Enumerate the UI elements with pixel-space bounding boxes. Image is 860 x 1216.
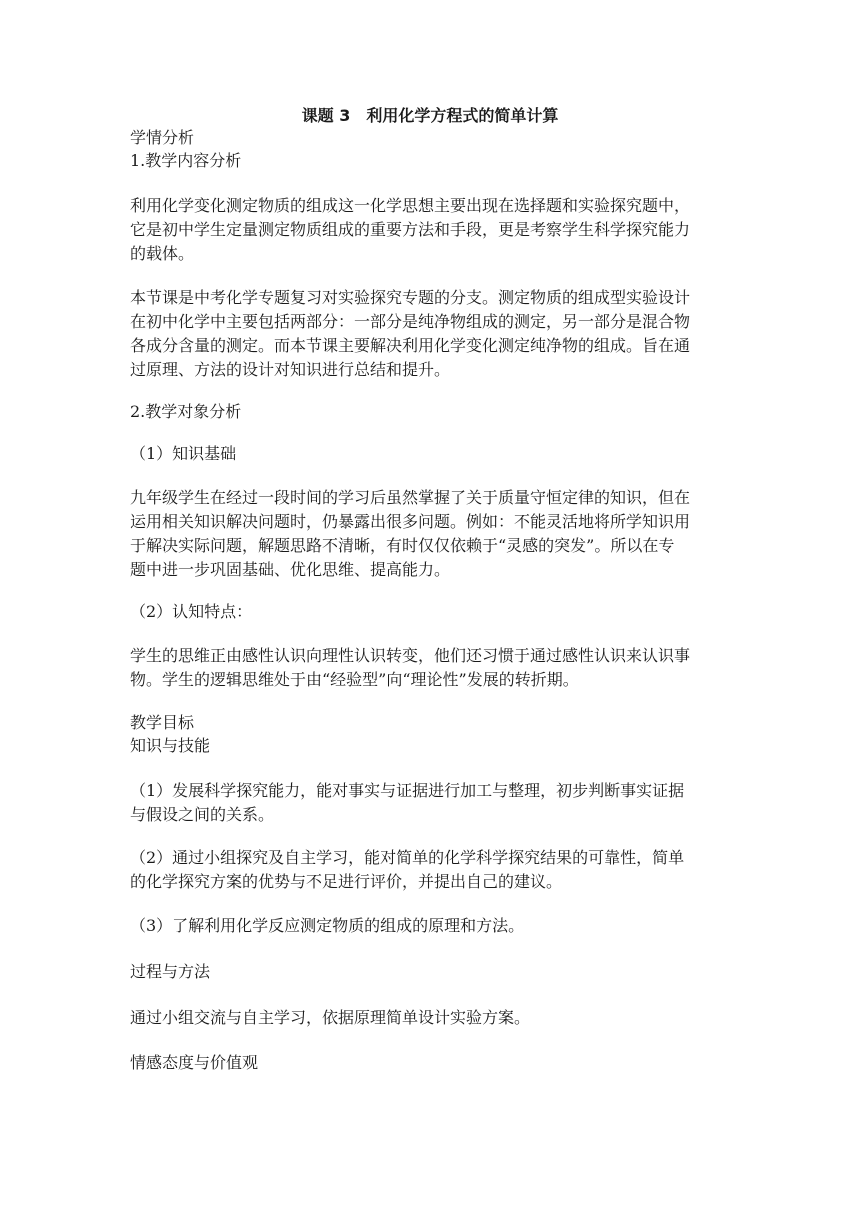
paragraph-line: 于解决实际问题，解题思路不清晰，有时仅仅依赖于“灵感的突发”。所以在专 — [130, 536, 675, 555]
paragraph-line: （1）发展科学探究能力，能对事实与证据进行加工与整理，初步判断事实证据 — [130, 781, 685, 800]
paragraph-line: 各成分含量的测定。而本节课主要解决利用化学变化测定纯净物的组成。旨在通 — [130, 336, 691, 355]
paragraph-line: 运用相关知识解决问题时，仍暴露出很多问题。例如：不能灵活地将所学知识用 — [130, 512, 691, 531]
paragraph-line: 利用化学变化测定物质的组成这一化学思想主要出现在选择题和实验探究题中， — [130, 196, 691, 215]
subheading-knowledge-skills: 知识与技能 — [130, 736, 211, 755]
section-heading-learning-analysis: 学情分析 — [130, 128, 195, 147]
paragraph-line: 题中进一步巩固基础、优化思维、提高能力。 — [130, 560, 451, 579]
goal-item-3: （3）了解利用化学反应测定物质的组成的原理和方法。 — [130, 916, 525, 935]
paragraph-line: 与假设之间的关系。 — [130, 805, 275, 824]
process-method-text: 通过小组交流与自主学习，依据原理简单设计实验方案。 — [130, 1008, 531, 1027]
subheading-emotion-values: 情感态度与价值观 — [130, 1053, 259, 1072]
item-cognitive-features: （2）认知特点： — [130, 602, 253, 621]
paragraph-line: 物。学生的逻辑思维处于由“经验型”向“理论性”发展的转折期。 — [130, 670, 579, 689]
paragraph-line: 在初中化学中主要包括两部分：一部分是纯净物组成的测定，另一部分是混合物 — [130, 312, 691, 331]
goal-item-1 — [130, 779, 730, 827]
paragraph-line: （2）通过小组探究及自主学习，能对简单的化学科学探究结果的可靠性，简单 — [130, 848, 685, 867]
item-knowledge-base: （1）知识基础 — [130, 444, 237, 463]
paragraph-line: 本节课是中考化学专题复习对实验探究专题的分支。测定物质的组成型实验设计 — [130, 288, 691, 307]
paragraph-lesson-overview — [130, 286, 730, 382]
paragraph-line: 它是初中学生定量测定物质组成的重要方法和手段，更是考察学生科学探究能力 — [130, 220, 691, 239]
subheading-content-analysis: 1.教学内容分析 — [130, 151, 242, 170]
document-title: 课题 3 利用化学方程式的简单计算 — [301, 106, 559, 125]
paragraph-line: 的化学探究方案的优势与不足进行评价，并提出自己的建议。 — [130, 872, 563, 891]
subheading-process-method: 过程与方法 — [130, 962, 211, 981]
paragraph-line: 学生的思维正由感性认识向理性认识转变，他们还习惯于通过感性认识来认识事 — [130, 646, 691, 665]
paragraph-knowledge-base — [130, 486, 730, 582]
section-heading-goals: 教学目标 — [130, 713, 195, 732]
paragraph-line: 过原理、方法的设计对知识进行总结和提升。 — [130, 360, 451, 379]
paragraph-content-analysis — [130, 194, 730, 266]
subheading-object-analysis: 2.教学对象分析 — [130, 402, 242, 421]
paragraph-line: 的载体。 — [130, 244, 195, 263]
goal-item-2 — [130, 846, 730, 894]
paragraph-line: 九年级学生在经过一段时间的学习后虽然掌握了关于质量守恒定律的知识，但在 — [130, 488, 691, 507]
paragraph-cognitive-features — [130, 644, 730, 692]
